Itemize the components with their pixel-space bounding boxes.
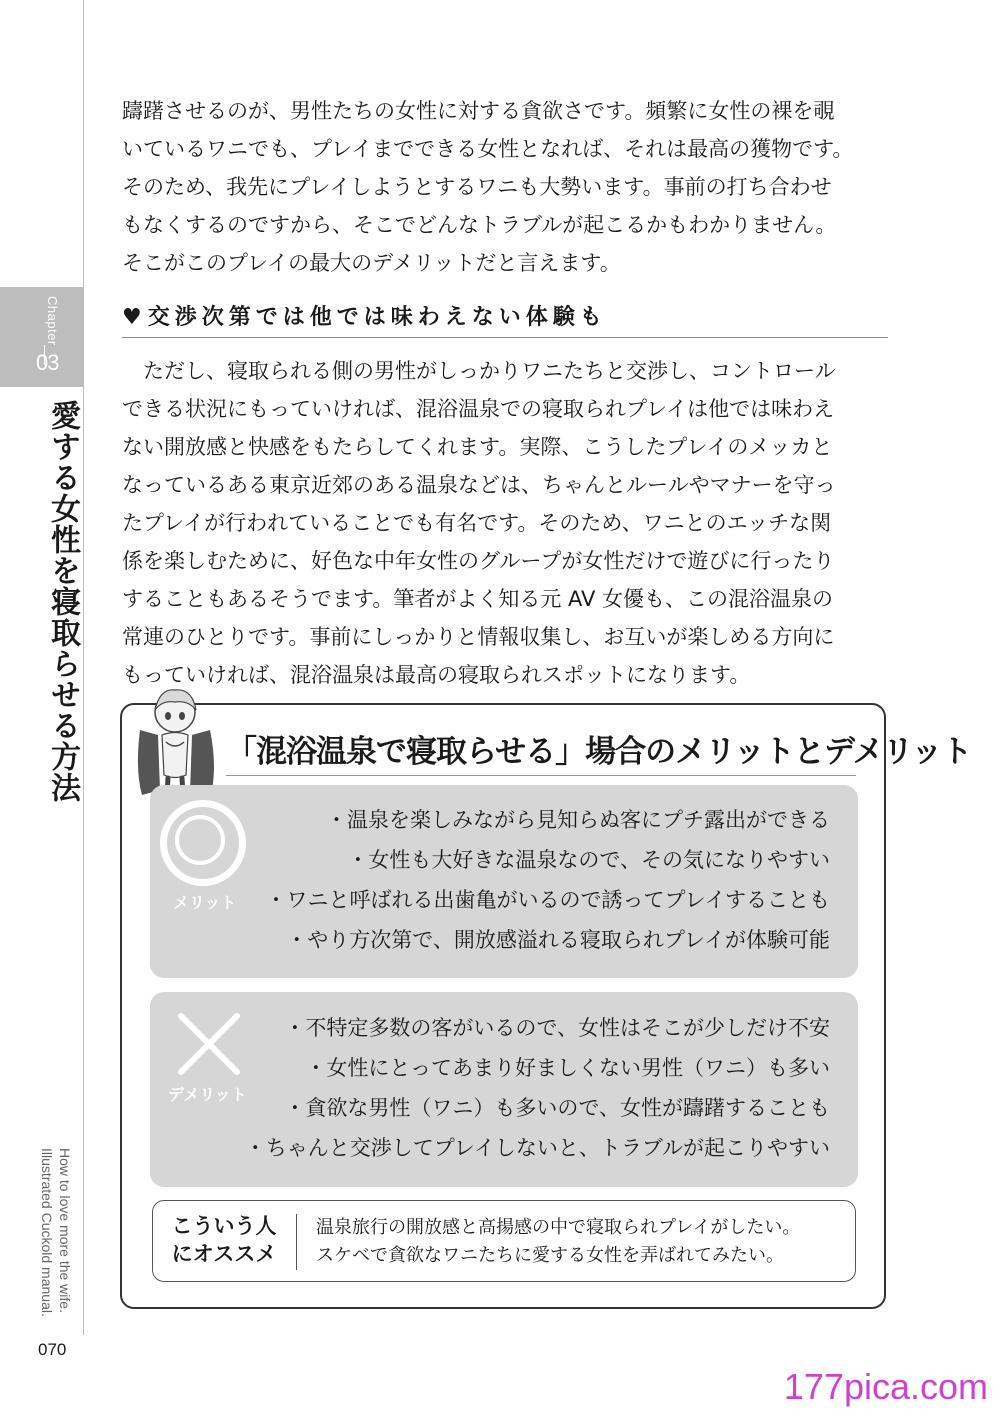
text-line: そのため、我先にプレイしようとするワニも大勢います。事前の打ち合わせ: [122, 175, 832, 199]
chapter-number: 03: [36, 350, 59, 375]
recommendation-line: スケベで貪欲なワニたちに愛する女性を弄ばれてみたい。: [316, 1245, 784, 1266]
recommendation-label-line: こういう人: [171, 1214, 277, 1238]
demerit-item: ・ちゃんと交渉してプレイしないと、トラブルが起こりやすい: [244, 1136, 830, 1160]
recommendation-label: [165, 1212, 283, 1268]
recommendation-text: [316, 1214, 800, 1270]
text-line: することもあるそうでます。筆者がよく知る元 AV 女優も、この混浴温泉の: [122, 587, 834, 611]
recommendation-label-line: にオススメ: [171, 1242, 277, 1266]
box-title-rule: [226, 775, 856, 776]
circle-icon: [160, 800, 246, 886]
text-line: ない開放感と快感をもたらしてくれます。実際、こうしたプレイのメッカと: [122, 435, 833, 459]
demerit-list: [245, 1008, 830, 1168]
merit-list: [266, 800, 830, 960]
body-paragraph: [122, 352, 902, 694]
english-subtitle-line: How to love more the wife.: [57, 1148, 73, 1313]
text-line: 係を楽しむために、好色な中年女性のグループが女性だけで遊びに行ったり: [122, 549, 835, 573]
merit-item: ・温泉を楽しみながら見知らぬ客にプチ露出ができる: [326, 808, 830, 832]
merit-item: ・女性も大好きな温泉なので、その気になりやすい: [347, 848, 830, 872]
section-heading: [122, 300, 888, 338]
english-subtitle-line: Illustrated Cuckold manual.: [39, 1148, 55, 1317]
intro-paragraph: [122, 92, 902, 282]
recommendation-line: 温泉旅行の開放感と高揚感の中で寝取られプレイがしたい。: [316, 1217, 801, 1238]
merit-label: メリット: [173, 893, 237, 912]
text-line: もなくするのですから、そこでどんなトラブルが起こるかもわかりません。: [122, 213, 837, 237]
demerit-item: ・貪欲な男性（ワニ）も多いので、女性が躊躇することも: [284, 1096, 830, 1120]
section-heading-text: 交渉次第では他では味わえない体験も: [147, 305, 607, 330]
page-number: 070: [38, 1340, 67, 1359]
text-line: 常連のひとりです。事前にしっかりと情報収集し、お互いが楽しめる方向に: [122, 625, 835, 649]
demerit-label: デメリット: [168, 1085, 247, 1104]
chapter-title: 愛する女性を寝取らせる方法: [45, 400, 80, 803]
text-line: できる状況にもっていければ、混浴温泉での寝取られプレイは他では味わえ: [122, 397, 835, 421]
text-line: もっていければ、混浴温泉は最高の寝取られスポットになります。: [122, 663, 751, 687]
box-title: 「混浴温泉で寝取らせる」場合のメリットとデメリット: [226, 734, 972, 770]
demerit-item: ・女性にとってあまり好ましくない男性（ワニ）も多い: [305, 1056, 830, 1080]
text-line: なっているある東京近郊のある温泉などは、ちゃんとルールやマナーを守っ: [122, 473, 836, 497]
text-line: 躊躇させるのが、男性たちの女性に対する貪欲さです。頻繁に女性の裸を覗: [122, 99, 835, 123]
text-line: いているワニでも、プレイまでできる女性となれば、それは最高の獲物です。: [122, 137, 854, 161]
cross-icon: [175, 1010, 243, 1078]
chapter-word: Chapter: [45, 296, 60, 346]
heart-icon: ♥: [122, 305, 142, 330]
recommendation-divider: [296, 1214, 297, 1270]
merit-item: ・ワニと呼ばれる出歯亀がいるので誘ってプレイすることも: [265, 888, 830, 912]
english-subtitle: [38, 1148, 74, 1317]
text-line: ただし、寝取られる側の男性がしっかりワニたちと交渉し、コントロール: [122, 359, 836, 383]
text-line: そこがこのプレイの最大のデメリットだと言えます。: [122, 251, 621, 275]
merit-item: ・やり方次第で、開放感溢れる寝取られプレイが体験可能: [286, 928, 830, 952]
text-line: たプレイが行われていることでも有名です。そのため、ワニとのエッチな関: [122, 511, 832, 535]
demerit-item: ・不特定多数の客がいるので、女性はそこが少しだけ不安: [284, 1016, 830, 1040]
watermark: 177pica.com: [783, 1366, 988, 1407]
